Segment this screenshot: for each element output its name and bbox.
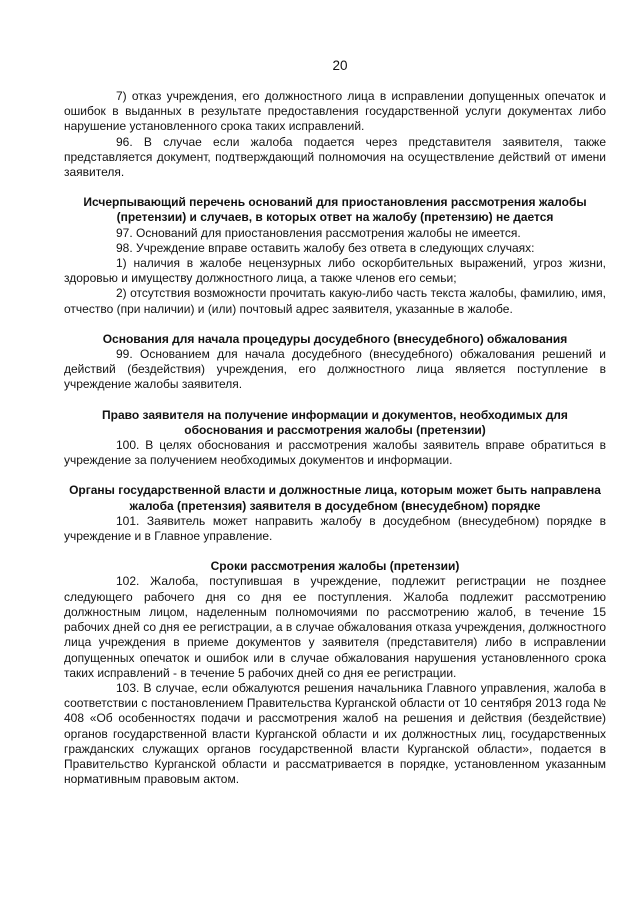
section-spacer (64, 180, 606, 195)
paragraph: 7) отказ учреждения, его должностного лица в исправлении допущенных опечаток и ошибок в выданных в результате предоставления государственной услуги документах либо нарушение установленного срока таких исправлений. (64, 89, 606, 134)
paragraph: 102. Жалоба, поступившая в учреждение, подлежит регистрации не позднее следующего рабочего дня со дня ее поступления. Жалоба подлежит рассмотрению должностным лицом, наделенным полномочиями по рассмотрению жалоб, в течение 15 рабочих дней со дня ее регистрации, а в случае обжалования отказа учреждения, должностного лица учреждения в приеме документов у заявителя (представителя) либо в исправлении допущенных опечаток и ошибок или в случае обжалования нарушения установленного срока таких исправлений - в течение 5 рабочих дней со дня ее регистрации. (64, 574, 606, 680)
document-body (64, 89, 606, 787)
section-spacer (64, 393, 606, 408)
paragraph: 97. Оснований для приостановления рассмотрения жалобы не имеется. (116, 225, 521, 240)
paragraph: 99. Основанием для начала досудебного (внесудебного) обжалования решений и действий (бездействия) учреждения, его должностного лица является поступление в учреждение жалобы заявителя. (64, 347, 606, 392)
paragraph: 100. В целях обоснования и рассмотрения жалобы заявитель вправе обратиться в учреждение за получением необходимых документов и информации. (64, 438, 606, 468)
section-heading: Право заявителя на получение информации и документов, необходимых для обоснования и рассмотрения жалобы (претензии) (102, 407, 568, 437)
section-heading: Сроки рассмотрения жалобы (претензии) (210, 559, 460, 574)
section-spacer (64, 468, 606, 483)
paragraph: 101. Заявитель может направить жалобу в досудебном (внесудебном) порядке в учреждение и в Главное управление. (64, 513, 606, 544)
page-number: 20 (332, 58, 348, 73)
paragraph: 98. Учреждение вправе оставить жалобу без ответа в следующих случаях: (116, 240, 535, 255)
paragraph: 103. В случае, если обжалуются решения начальника Главного управления, жалоба в соответствии с постановлением Правительства Курганской области от 10 сентября 2013 года № 408 «Об особенностях подачи и рассмотрения жалоб на решения и действия (бездействие) органов государственной власти Курганской области и их должностных лиц, государственных гражданских служащих органов государственной власти Курганской области», подается в Правительство Курганской области и рассматривается в порядке, установленном указанным нормативным правовым актом. (64, 680, 606, 787)
paragraph: 1) наличия в жалобе нецензурных либо оскорбительных выражений, угроз жизни, здоровью и имуществу должностного лица, а также членов его семьи; (64, 256, 606, 286)
section-spacer (64, 544, 606, 559)
section-spacer (64, 317, 606, 332)
paragraph: 2) отсутствия возможности прочитать какую-либо часть текста жалобы, фамилию, имя, отчество (при наличии) и (или) почтовый адрес заявителя, указанные в жалобе. (64, 286, 606, 316)
section-heading: Исчерпывающий перечень оснований для приостановления рассмотрения жалобы (претензии) и случаев, в которых ответ на жалобу (претензию) не дается (83, 195, 587, 225)
section-heading: Основания для начала процедуры досудебного (внесудебного) обжалования (102, 331, 568, 346)
section-heading: Органы государственной власти и должностные лица, которым может быть направлена жалоба (претензия) заявителя в досудебном (внесудебном) порядке (69, 483, 601, 513)
paragraph: 96. В случае если жалоба подается через представителя заявителя, также представляется документ, подтверждающий полномочия на осуществление действий от имени заявителя. (64, 134, 606, 180)
